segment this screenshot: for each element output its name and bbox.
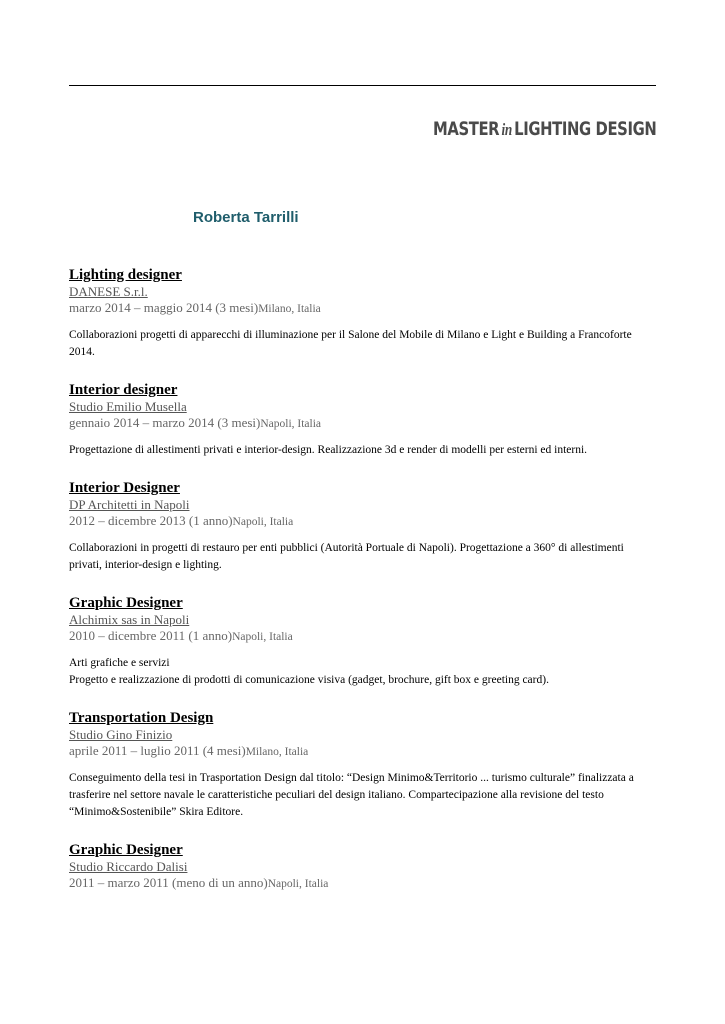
experience-entry (69, 266, 659, 361)
experience-list (69, 266, 659, 913)
job-description (69, 442, 659, 459)
company-name: Studio Riccardo Dalisi (69, 859, 188, 874)
period-text: marzo 2014 – maggio 2014 (3 mesi) (69, 300, 259, 315)
description-line: Progettazione di allestimenti privati e interior-design. Realizzazione 3d e render di modelli per esterni ed interni. (69, 444, 588, 456)
person-name: Roberta Tarrilli (193, 209, 299, 226)
job-period (69, 299, 659, 318)
description-line: Progetto e realizzazione di prodotti di comunicazione visiva (gadget, brochure, gift box e greeting card). (69, 674, 549, 686)
job-location: Milano, Italia (245, 746, 309, 758)
job-period (69, 512, 659, 531)
description-line: Collaborazioni progetti di apparecchi di illuminazione per il Salone del Mobile di Milano e Light e Building a Francoforte 2014. (69, 329, 632, 358)
logo-master-text: MASTER (432, 118, 499, 140)
job-period (69, 627, 659, 646)
job-role: Interior designer (69, 382, 178, 398)
job-period (69, 414, 659, 433)
job-period (69, 874, 659, 893)
job-role: Graphic Designer (69, 842, 183, 858)
job-description (69, 327, 659, 361)
job-location: Napoli, Italia (232, 631, 293, 643)
period-text: gennaio 2014 – marzo 2014 (3 mesi) (69, 415, 261, 430)
experience-entry (69, 381, 659, 459)
job-description (69, 540, 659, 574)
logo-in-text: in (501, 120, 512, 139)
company-name: DP Architetti in Napoli (69, 497, 190, 512)
experience-entry (69, 841, 659, 893)
period-text: aprile 2011 – luglio 2011 (4 mesi) (69, 743, 246, 758)
period-text: 2010 – dicembre 2011 (1 anno) (69, 628, 233, 643)
experience-entry (69, 594, 659, 689)
company-name: Studio Gino Finizio (69, 727, 173, 742)
job-period (69, 742, 659, 761)
experience-entry (69, 709, 659, 821)
job-location: Napoli, Italia (260, 418, 322, 430)
job-role: Transportation Design (69, 710, 214, 726)
job-location: Napoli, Italia (232, 516, 294, 528)
company-name: Studio Emilio Musella (69, 399, 187, 414)
description-line: Conseguimento della tesi in Trasportation Design dal titolo: “Design Minimo&Territorio ... turismo culturale” finalizzata a trasferire nel settore navale le caratteristiche peculiari del design italiano. Compartecipazione alla revisione del testo “Minimo&Sostenibile” Skira Editore. (69, 772, 634, 818)
description-line: Collaborazioni in progetti di restauro per enti pubblici (Autorità Portuale di Napoli). Progettazione a 360° di allestimenti privati, interior-design e lighting. (69, 542, 624, 571)
header-rule (69, 85, 656, 86)
master-lighting-design-logo (433, 118, 656, 140)
job-description (69, 655, 659, 689)
experience-entry (69, 479, 659, 574)
period-text: 2012 – dicembre 2013 (1 anno) (69, 513, 233, 528)
job-role: Interior Designer (69, 480, 180, 496)
job-role: Lighting designer (69, 267, 182, 283)
job-description (69, 770, 659, 821)
company-name: DANESE S.r.l. (69, 284, 148, 299)
job-location: Milano, Italia (258, 303, 321, 315)
description-line: Arti grafiche e servizi (69, 657, 170, 669)
job-location: Napoli, Italia (267, 878, 329, 890)
company-name: Alchimix sas in Napoli (69, 612, 190, 627)
period-text: 2011 – marzo 2011 (meno di un anno) (69, 875, 268, 890)
job-role: Graphic Designer (69, 595, 183, 611)
logo-rest-text: LIGHTING DESIGN (513, 118, 656, 140)
